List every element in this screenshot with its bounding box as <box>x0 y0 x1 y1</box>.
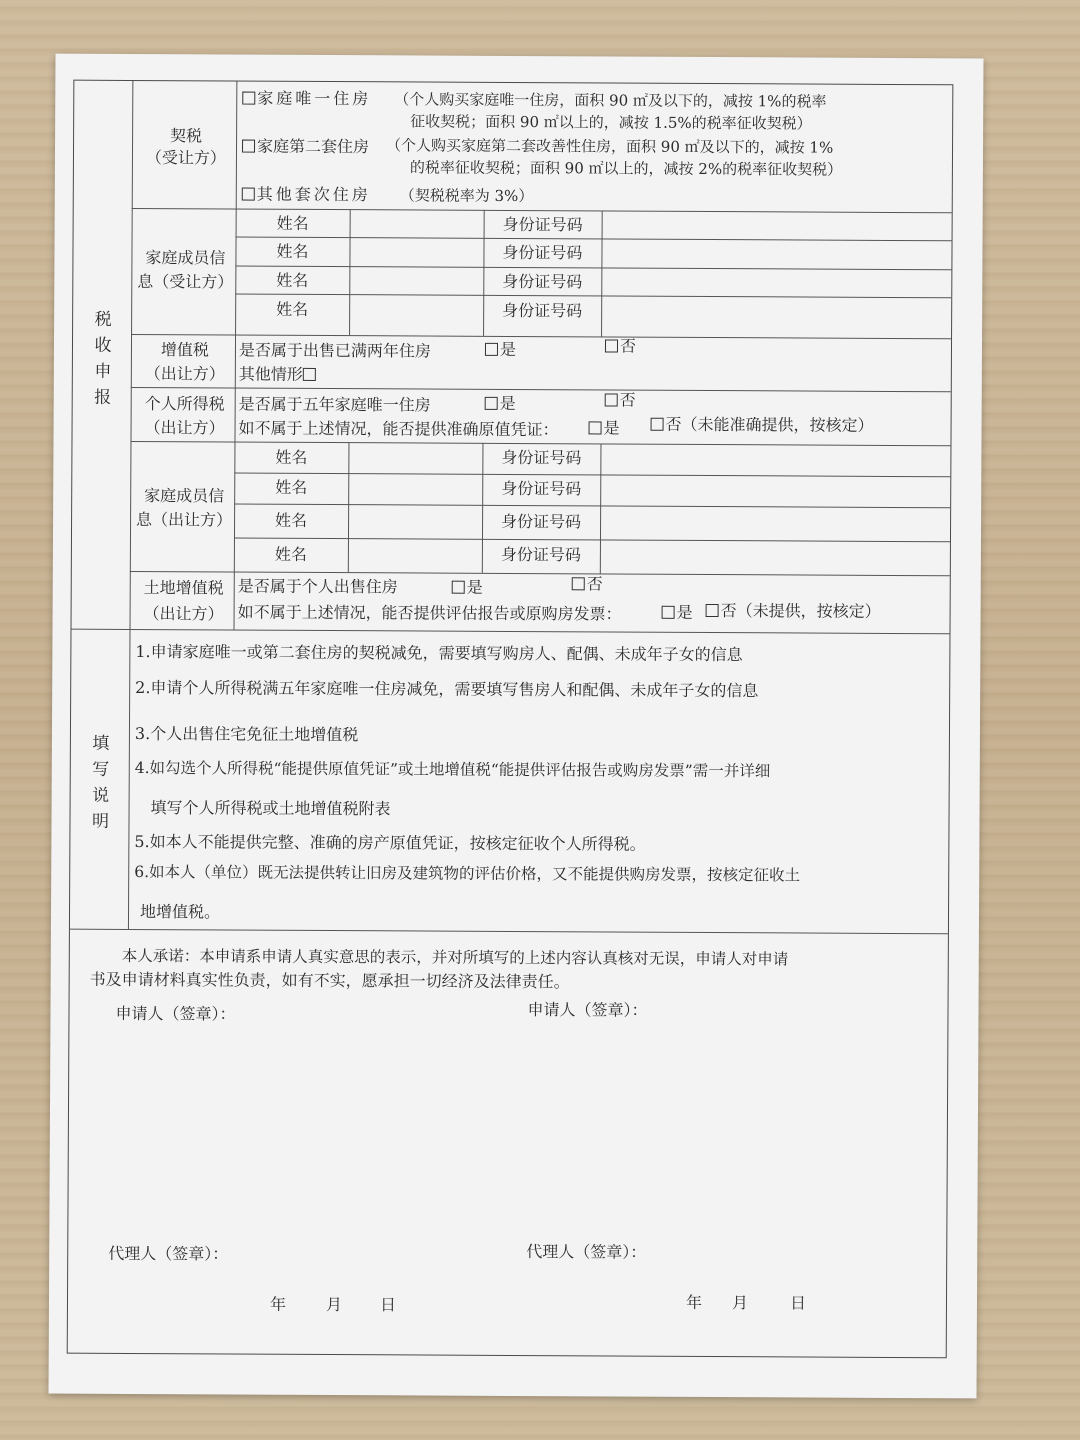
note-6b: 地增值税。 <box>139 902 221 922</box>
deed-opt1-label: 家庭唯一住房 <box>257 88 372 109</box>
buyer-name-label: 姓名 <box>276 213 309 233</box>
note-4a: 4.如勾选个人所得税“能提供原值凭证”或土地增值税“能提供评估报告或购房发票”需一并详细 <box>134 759 771 781</box>
date-year-left: 年 <box>269 1294 287 1314</box>
row-line <box>131 334 951 339</box>
deed-opt2 <box>242 136 369 159</box>
buyer-id-label: 身份证号码 <box>502 214 583 235</box>
lat-yes2-label: 是 <box>676 602 693 622</box>
pit-question2: 如不属于上述情况，能否提供准确原值凭证： <box>238 418 559 440</box>
lat-yes <box>452 577 483 599</box>
pit-yes2 <box>589 417 620 439</box>
checkbox-lat-no[interactable] <box>572 577 585 590</box>
pit-question: 是否属于五年家庭唯一住房 <box>238 394 431 415</box>
deed-opt2-desc2: 的税率征收契税；面积 90 ㎡以上的，减按 2%的税率征收契税） <box>409 158 843 179</box>
vat-yes <box>485 339 516 361</box>
checkbox-vat-no[interactable] <box>605 339 618 352</box>
checkbox-deed-3[interactable] <box>242 188 255 201</box>
checkbox-lat-yes2[interactable] <box>662 606 675 619</box>
lat-no-label: 否 <box>586 574 603 594</box>
seller-name-label: 姓名 <box>275 447 308 467</box>
deed-opt3 <box>242 184 371 207</box>
section-divider <box>128 629 131 929</box>
pit-no-label: 否 <box>619 390 636 410</box>
lat-question: 是否属于个人出售住房 <box>237 576 398 597</box>
buyer-name-label: 姓名 <box>276 299 309 319</box>
note-3: 3.个人出售住宅免征土地增值税 <box>134 724 359 745</box>
deed-opt3-label: 其他套次住房 <box>256 184 371 205</box>
section-tax-heading: 税收申报 <box>94 309 112 408</box>
pit-sub: （出让方） <box>144 418 225 438</box>
vat-question: 是否属于出售已满两年住房 <box>238 340 432 361</box>
seller-id-label: 身份证号码 <box>500 544 581 565</box>
deed-opt2-label: 家庭第二套住房 <box>256 136 370 157</box>
checkbox-deed-1[interactable] <box>242 92 255 105</box>
agent-left-sign[interactable]: 代理人（签章）： <box>108 1243 229 1264</box>
row-line <box>70 929 948 935</box>
lat-no2 <box>706 600 881 623</box>
deed-opt1-desc2: 征收契税；面积 90 ㎡以上的，减按 1.5%的税率征收契税） <box>410 112 812 133</box>
lat-sub: （出让方） <box>143 604 224 624</box>
checkbox-pit-yes[interactable] <box>485 397 498 410</box>
lat-no <box>572 573 603 595</box>
date-month-right: 月 <box>731 1293 749 1313</box>
checkbox-lat-yes[interactable] <box>452 581 465 594</box>
buyer-name-label: 姓名 <box>276 270 309 290</box>
deed-opt1-desc1: （个人购买家庭唯一住房，面积 90 ㎡及以下的，减按 1%的税率 <box>394 90 827 111</box>
lat-yes2 <box>662 602 693 624</box>
buyer-id-label: 身份证号码 <box>502 300 583 321</box>
form-paper <box>48 54 983 1399</box>
agent-right-sign[interactable]: 代理人（签章）： <box>526 1242 647 1262</box>
checkbox-vat-other[interactable] <box>303 368 316 381</box>
grid-line <box>234 504 950 509</box>
deed-opt3-desc: （契税税率为 3%） <box>399 186 534 206</box>
date-month-left: 月 <box>325 1295 343 1315</box>
family-seller-label2: 息（出让方） <box>136 510 233 530</box>
pit-yes-label: 是 <box>499 393 516 413</box>
buyer-id-label: 身份证号码 <box>502 271 583 292</box>
lat-yes-label: 是 <box>466 577 483 597</box>
checkbox-pit-no2[interactable] <box>651 418 664 431</box>
seller-name-label: 姓名 <box>275 510 308 530</box>
vat-no <box>605 335 636 357</box>
row-line <box>71 629 949 635</box>
vat-other-label: 其他情形 <box>238 364 303 384</box>
applicant-left-sign[interactable]: 申请人（签章）： <box>115 1003 236 1024</box>
form-frame <box>67 80 954 1359</box>
lat-question2: 如不属于上述情况，能否提供评估报告或原购房发票： <box>237 602 622 624</box>
seller-name-label: 姓名 <box>274 544 307 564</box>
grid-line <box>235 294 951 299</box>
checkbox-lat-no2[interactable] <box>706 604 719 617</box>
buyer-name-label: 姓名 <box>276 241 309 261</box>
pit-no2-label: 否（未能准确提供，按核定） <box>665 414 874 435</box>
pit-no <box>605 389 636 411</box>
family-buyer-label1: 家庭成员信 <box>145 248 226 268</box>
date-year-right: 年 <box>685 1292 703 1312</box>
note-1: 1.申请家庭唯一或第二套住房的契税减免，需要填写购房人、配偶、未成年子女的信息 <box>135 642 743 665</box>
note-2: 2.申请个人所得税满五年家庭唯一住房减免，需要填写售房人和配偶、未成年子女的信息 <box>135 678 759 701</box>
pit-yes2-label: 是 <box>603 418 620 438</box>
date-day-left: 日 <box>379 1295 397 1315</box>
date-day-right: 日 <box>789 1293 807 1313</box>
vat-label: 增值税 <box>160 340 210 360</box>
deed-tax-sub: （受让方） <box>145 148 227 168</box>
pit-no2 <box>651 414 874 437</box>
vat-no-label: 否 <box>619 336 637 356</box>
deed-tax-label: 契税 <box>170 126 203 146</box>
grid-line <box>234 538 950 543</box>
deed-opt2-desc1: （个人购买家庭第二套改善性住房，面积 90 ㎡及以下的，减按 1% <box>385 136 834 157</box>
applicant-right-sign[interactable]: 申请人（签章）： <box>527 1000 648 1020</box>
family-seller-label1: 家庭成员信 <box>144 486 225 506</box>
note-6a: 6.如本人（单位）既无法提供转让旧房及建筑物的评估价格，又不能提供购房发票，按核定征收土 <box>134 863 801 885</box>
section-notes-heading: 填写说明 <box>91 733 110 832</box>
pledge-line1: 本人承诺：本申请系申请人真实意思的表示，并对所填写的上述内容认真核对无误，申请人对申请 <box>121 946 789 969</box>
section-divider <box>130 81 134 629</box>
note-5: 5.如本人不能提供完整、准确的房产原值凭证，按核定征收个人所得税。 <box>134 832 646 854</box>
pledge-line2: 书及申请材料真实性负责，如有不实，愿承担一切经济及法律责任。 <box>89 969 570 992</box>
family-buyer-label2: 息（受让方） <box>137 272 234 292</box>
vat-other <box>239 364 318 386</box>
vat-yes-label: 是 <box>499 339 517 359</box>
checkbox-deed-2[interactable] <box>242 140 255 153</box>
checkbox-vat-yes[interactable] <box>485 343 498 356</box>
lat-label: 土地增值税 <box>143 578 224 598</box>
seller-id-label: 身份证号码 <box>501 511 582 532</box>
note-4b: 填写个人所得税或土地增值税附表 <box>150 798 391 819</box>
checkbox-pit-no[interactable] <box>605 393 618 406</box>
deed-opt1 <box>242 88 371 111</box>
pit-label: 个人所得税 <box>144 394 225 414</box>
pit-yes <box>485 393 516 415</box>
seller-name-label: 姓名 <box>275 477 308 497</box>
checkbox-pit-yes2[interactable] <box>589 421 602 434</box>
buyer-id-label: 身份证号码 <box>502 242 583 263</box>
lat-no2-label: 否（未提供，按核定） <box>720 601 881 621</box>
row-line <box>130 441 950 446</box>
seller-id-label: 身份证号码 <box>501 478 582 499</box>
row-line <box>131 387 951 392</box>
vat-sub: （出让方） <box>144 364 225 384</box>
seller-id-label: 身份证号码 <box>501 447 582 468</box>
